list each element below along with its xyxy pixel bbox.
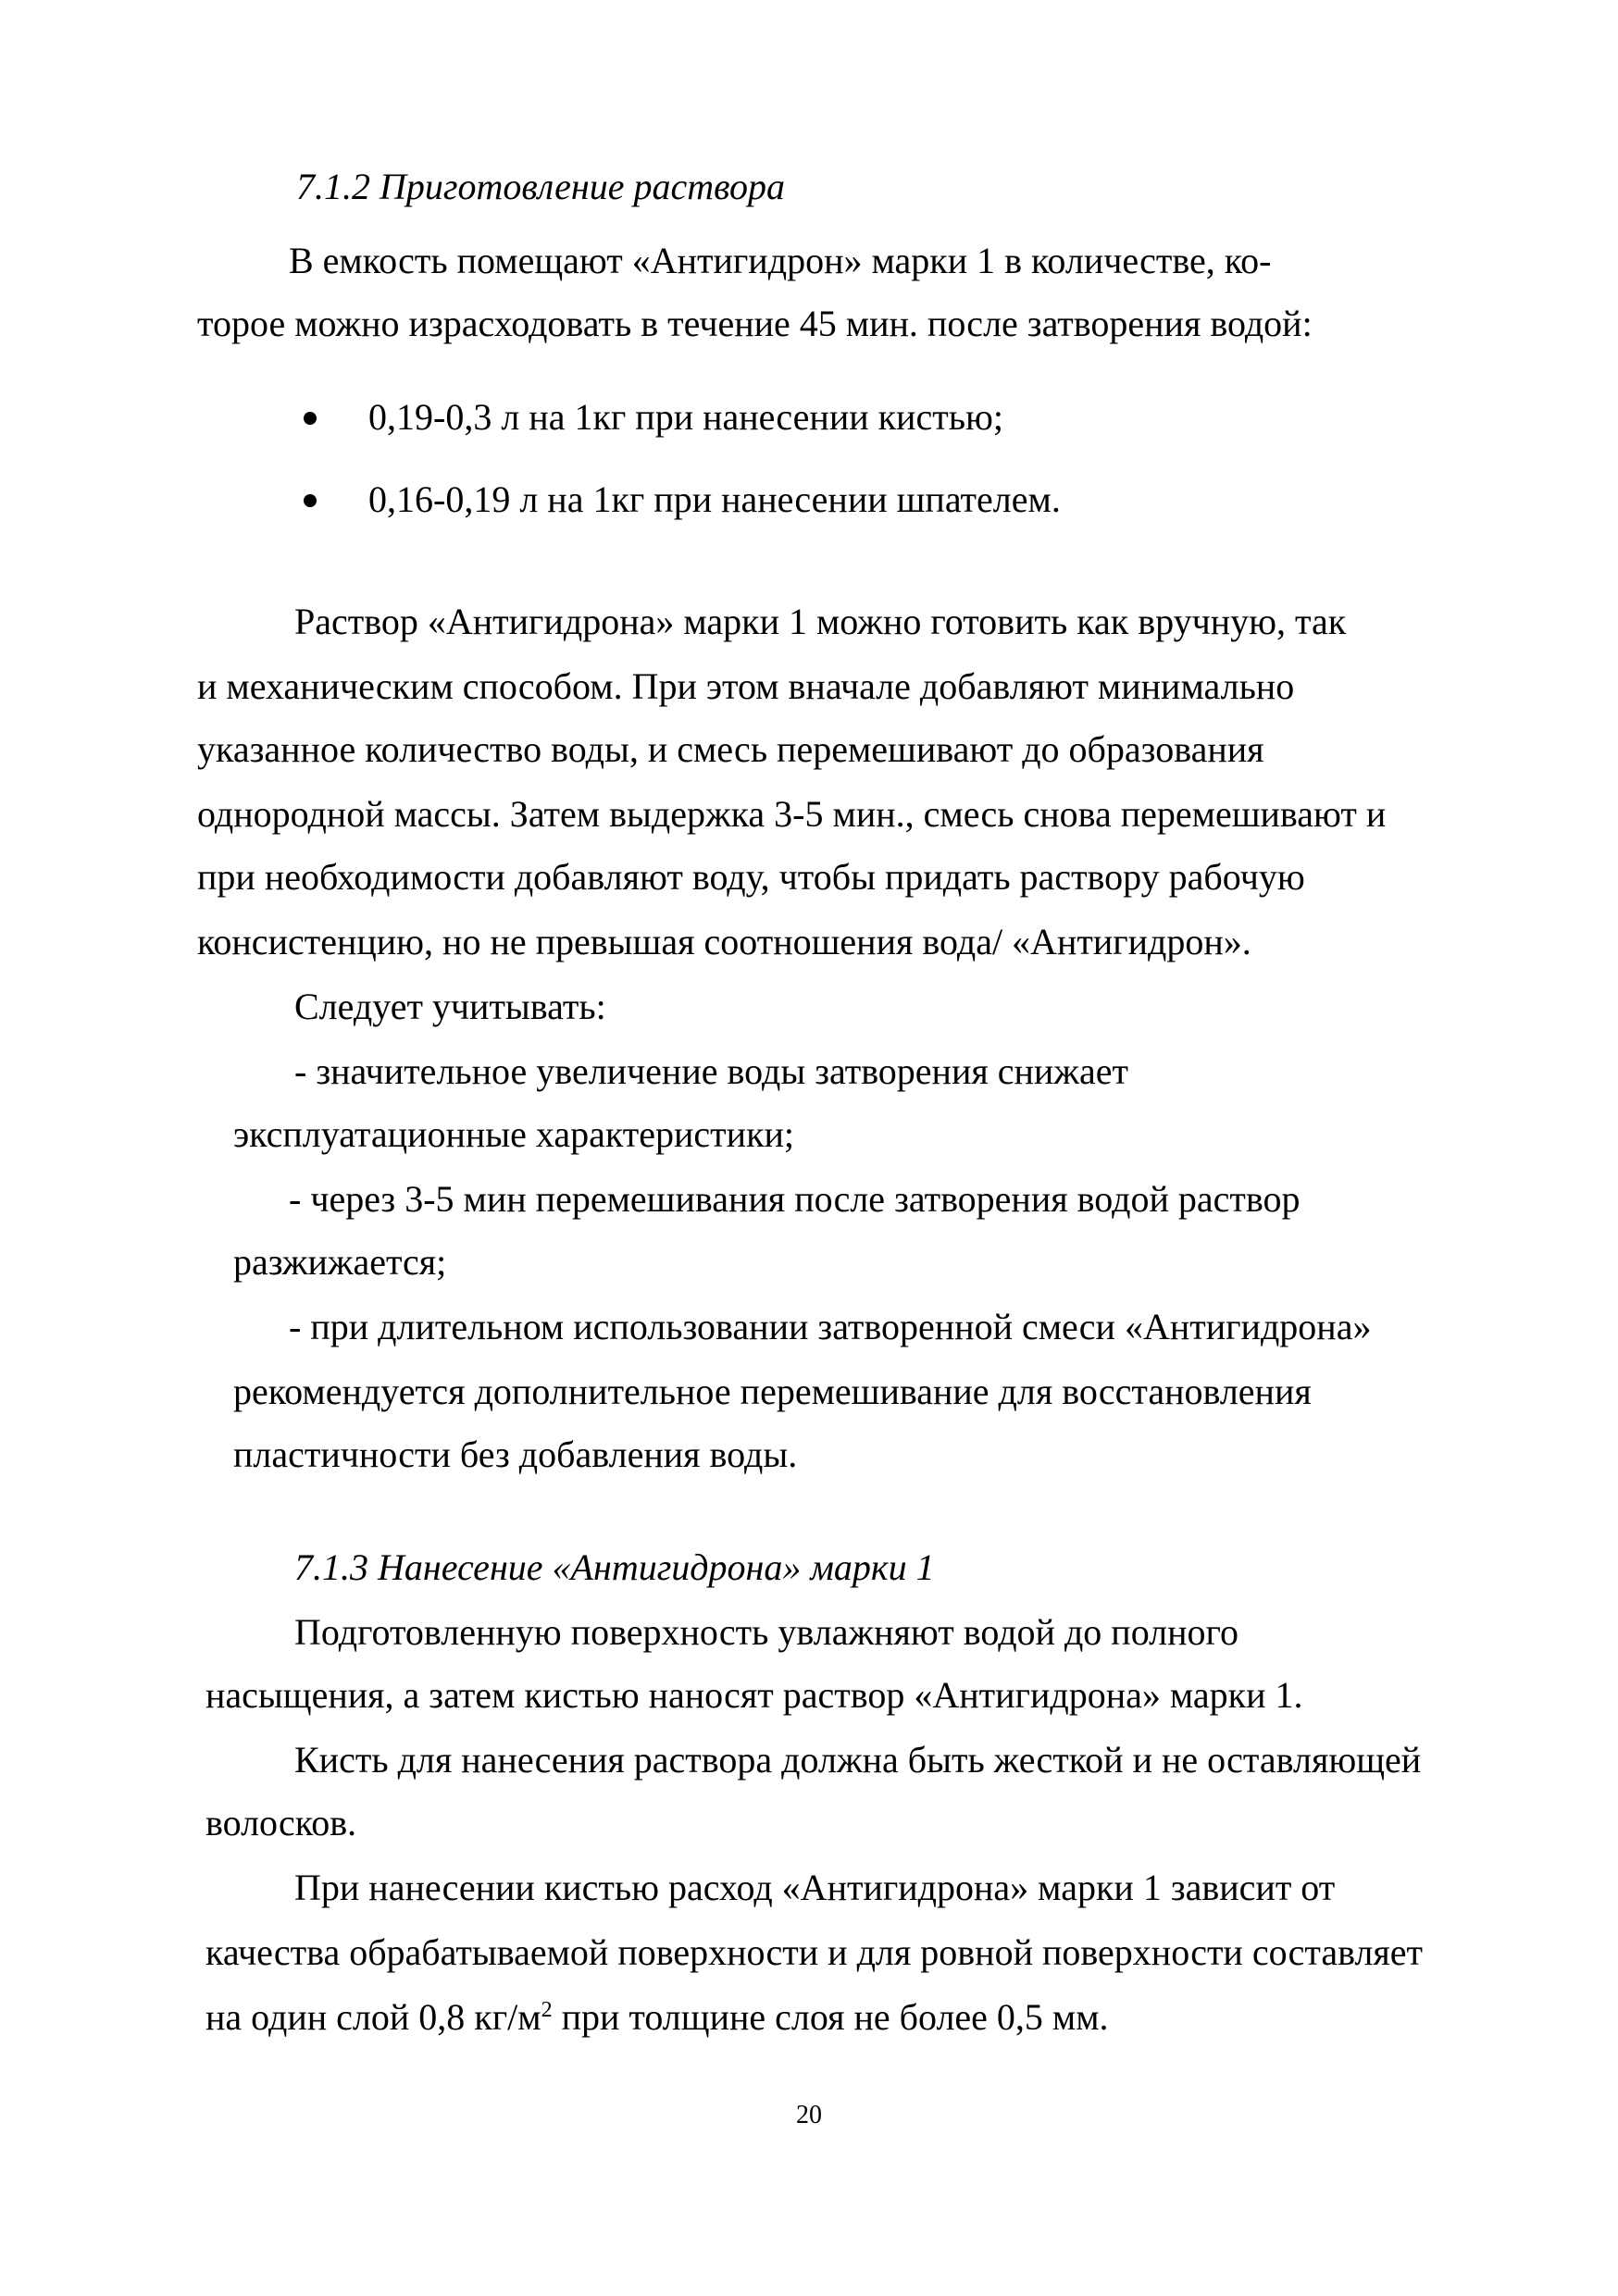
page-number: 20 — [796, 2101, 822, 2129]
paragraph-line: качества обрабатываемой поверхности и для ровной поверхности составляет — [205, 1931, 1424, 1973]
paragraph-line-with-superscript — [205, 1995, 1109, 2040]
paragraph-line: однородной массы. Затем выдержка 3-5 мин., смесь снова перемешивают и — [197, 793, 1387, 835]
paragraph-line: Раствор «Антигидрона» марки 1 можно готовить как вручную, так — [294, 601, 1347, 642]
paragraph-line: Подготовленную поверхность увлажняют водой до полного — [294, 1611, 1238, 1653]
paragraph-line: указанное количество воды, и смесь перемешивают до образования — [197, 728, 1264, 770]
paragraph-line: При нанесении кистью расход «Антигидрона» марки 1 зависит от — [294, 1867, 1336, 1908]
note-1-line-2: эксплуатационные характеристики; — [233, 1113, 795, 1155]
section-heading-7-1-2: 7.1.2 Приготовление раствора — [296, 166, 786, 207]
paragraph-line: при необходимости добавляют воду, чтобы придать раствору рабочую — [197, 856, 1305, 898]
intro-line-1: В емкость помещают «Антигидрон» марки 1 в количестве, ко- — [289, 240, 1272, 281]
note-2-line-1: - через 3-5 мин перемешивания после затворения водой раствор — [289, 1178, 1301, 1220]
notes-title: Следует учитывать: — [294, 986, 606, 1027]
bullet-icon — [304, 412, 317, 425]
text-before-superscript: на один слой 0,8 кг/м — [205, 1996, 541, 2038]
paragraph-line: насыщения, а затем кистью наносят раствор «Антигидрона» марки 1. — [205, 1674, 1303, 1716]
bullet-item-2: 0,16-0,19 л на 1кг при нанесении шпателем. — [368, 478, 1061, 520]
superscript: 2 — [541, 1998, 553, 2022]
paragraph-line: Кисть для нанесения раствора должна быть жесткой и не оставляющей — [294, 1739, 1422, 1781]
bullet-icon — [304, 494, 317, 507]
note-3-line-3: пластичности без добавления воды. — [233, 1433, 798, 1475]
intro-line-2: торое можно израсходовать в течение 45 мин. после затворения водой: — [197, 303, 1313, 344]
note-1-line-1: - значительное увеличение воды затворения снижает — [294, 1050, 1128, 1092]
note-3-line-1: - при длительном использовании затворенной смеси «Антигидрона» — [289, 1306, 1372, 1347]
paragraph-line: консистенцию, но не превышая соотношения вода/ «Антигидрон». — [197, 921, 1251, 962]
note-3-line-2: рекомендуется дополнительное перемешивание для восстановления — [233, 1371, 1312, 1412]
text-after-superscript: при толщине слоя не более 0,5 мм. — [552, 1996, 1109, 2038]
bullet-item-1: 0,19-0,3 л на 1кг при нанесении кистью; — [368, 396, 1003, 438]
paragraph-line: и механическим способом. При этом вначале добавляют минимально — [197, 665, 1295, 707]
paragraph-line: волосков. — [205, 1802, 357, 1843]
section-heading-7-1-3: 7.1.3 Нанесение «Антигидрона» марки 1 — [294, 1546, 935, 1588]
note-2-line-2: разжижается; — [233, 1241, 447, 1283]
